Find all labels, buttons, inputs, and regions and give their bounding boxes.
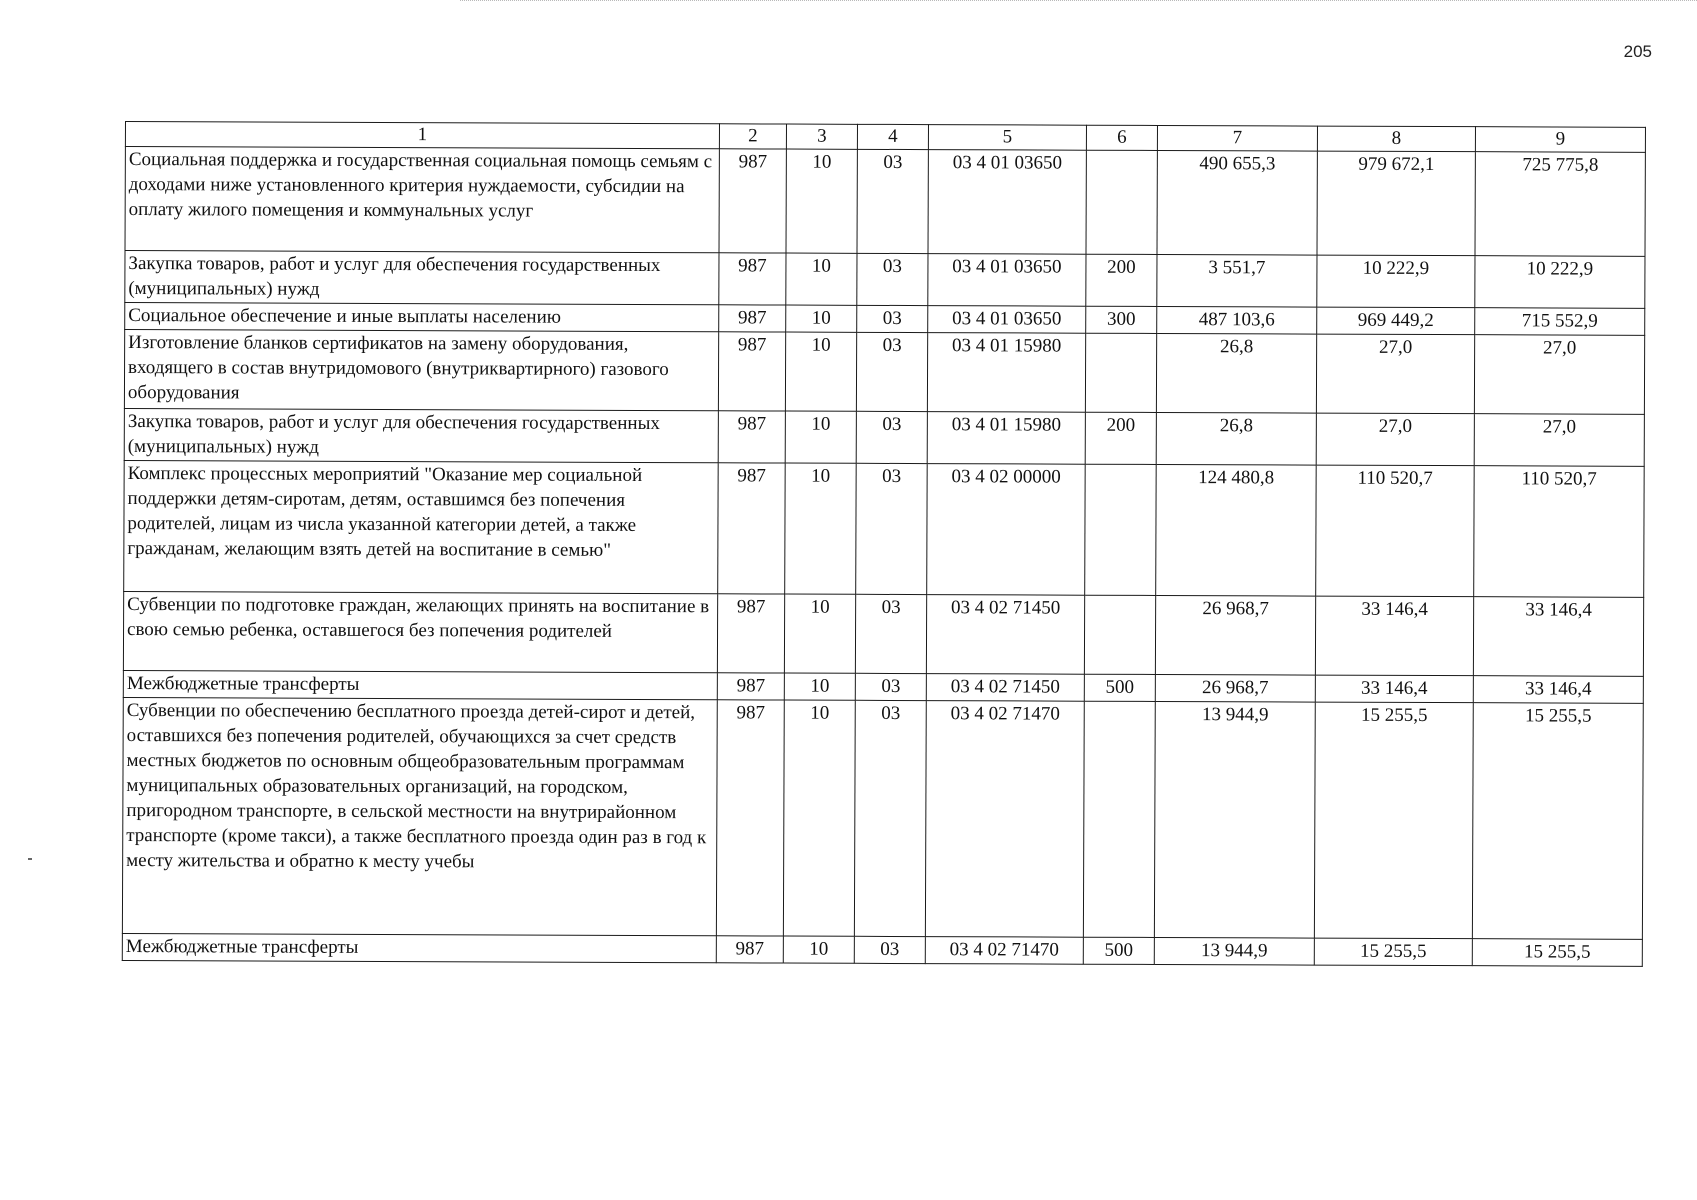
cell-col5: 03 4 02 71450 <box>926 595 1084 675</box>
table-row <box>124 330 1644 415</box>
cell-col4: 03 <box>854 936 925 963</box>
header-cell: 2 <box>719 124 786 149</box>
cell-col8: 10 222,9 <box>1317 255 1475 308</box>
header-cell: 8 <box>1317 126 1475 152</box>
cell-col3: 10 <box>784 673 855 700</box>
cell-col6: 500 <box>1083 937 1154 964</box>
cell-col6 <box>1085 464 1157 595</box>
cell-col2: 987 <box>718 332 785 411</box>
cell-col8: 33 146,4 <box>1315 675 1473 703</box>
header-cell: 6 <box>1086 125 1157 150</box>
cell-col7: 26 968,7 <box>1155 595 1315 675</box>
cell-col2: 987 <box>716 936 783 963</box>
cell-col9: 33 146,4 <box>1473 676 1643 704</box>
cell-col6 <box>1084 595 1155 674</box>
cell-col4: 03 <box>857 149 928 253</box>
row-name: Межбюджетные трансферты <box>122 933 716 962</box>
cell-col9: 10 222,9 <box>1475 256 1645 309</box>
cell-col6 <box>1083 701 1155 937</box>
cell-col4: 03 <box>856 332 927 411</box>
cell-col7: 13 944,9 <box>1154 937 1314 965</box>
cell-col3: 10 <box>785 411 856 463</box>
cell-col8: 110 520,7 <box>1316 465 1475 597</box>
header-cell: 1 <box>125 122 719 149</box>
page-number: 205 <box>1623 42 1652 61</box>
row-name: Закупка товаров, работ и услуг для обеспечения государственных (муниципальных) нужд <box>125 251 719 305</box>
table-row <box>122 697 1643 939</box>
cell-col7: 13 944,9 <box>1154 701 1315 938</box>
cell-col3: 10 <box>785 463 857 594</box>
cell-col9: 15 255,5 <box>1472 939 1642 967</box>
header-cell: 7 <box>1157 125 1317 151</box>
cell-col2: 987 <box>718 411 785 463</box>
cell-col8: 15 255,5 <box>1314 938 1472 966</box>
cell-col9: 725 775,8 <box>1475 152 1645 257</box>
cell-col8: 15 255,5 <box>1314 702 1473 939</box>
table-row <box>125 251 1645 309</box>
row-name: Субвенции по подготовке граждан, желающих принять на воспитание в свою семью ребенка, оставшегося без попечения родителей <box>123 591 717 672</box>
cell-col7: 26,8 <box>1156 333 1316 413</box>
cell-col9: 27,0 <box>1474 335 1644 415</box>
cell-col5: 03 4 02 00000 <box>927 464 1086 596</box>
table-row <box>125 147 1645 257</box>
scan-top-edge <box>460 0 1697 1</box>
table-row <box>124 460 1644 597</box>
cell-col4: 03 <box>856 411 927 463</box>
cell-col9: 110 520,7 <box>1474 466 1645 598</box>
header-cell: 9 <box>1475 127 1645 153</box>
scan-artifact-mark <box>28 858 32 860</box>
cell-col4: 03 <box>857 253 928 305</box>
cell-col4: 03 <box>856 463 928 594</box>
cell-col8: 969 449,2 <box>1317 307 1475 335</box>
cell-col6: 300 <box>1086 306 1157 333</box>
cell-col4: 03 <box>855 673 926 700</box>
cell-col7: 26,8 <box>1156 412 1316 465</box>
header-cell: 5 <box>928 125 1086 151</box>
cell-col2: 987 <box>717 673 784 700</box>
header-cell: 4 <box>857 124 928 149</box>
cell-col6: 500 <box>1084 674 1155 701</box>
cell-col8: 979 672,1 <box>1317 151 1475 256</box>
cell-col6 <box>1085 333 1156 412</box>
cell-col6: 200 <box>1086 254 1157 306</box>
cell-col5: 03 4 02 71470 <box>925 701 1084 938</box>
cell-col2: 987 <box>718 463 786 594</box>
table-row <box>123 591 1643 676</box>
row-name: Изготовление бланков сертификатов на замену оборудования, входящего в состав внутридомового (внутриквартирного) газового оборудования <box>124 330 718 411</box>
cell-col2: 987 <box>719 253 786 305</box>
cell-col9: 715 552,9 <box>1475 308 1645 336</box>
cell-col8: 27,0 <box>1316 413 1474 466</box>
cell-col9: 27,0 <box>1474 414 1644 467</box>
cell-col4: 03 <box>855 594 926 673</box>
cell-col8: 33 146,4 <box>1315 596 1473 676</box>
cell-col5: 03 4 02 71450 <box>926 674 1084 702</box>
budget-table <box>122 121 1646 967</box>
row-name: Социальное обеспечение и иные выплаты населению <box>125 303 719 332</box>
cell-col5: 03 4 01 03650 <box>928 150 1086 255</box>
cell-col7: 124 480,8 <box>1156 464 1317 596</box>
cell-col8: 27,0 <box>1316 334 1474 414</box>
header-cell: 3 <box>786 124 857 149</box>
cell-col2: 987 <box>716 700 784 936</box>
cell-col4: 03 <box>854 700 926 936</box>
cell-col5: 03 4 01 03650 <box>928 254 1086 307</box>
cell-col7: 487 103,6 <box>1157 306 1317 334</box>
cell-col3: 10 <box>785 332 856 411</box>
cell-col3: 10 <box>786 149 857 253</box>
cell-col2: 987 <box>719 305 786 332</box>
row-name: Межбюджетные трансферты <box>123 670 717 699</box>
cell-col9: 15 255,5 <box>1472 703 1643 940</box>
cell-col6 <box>1086 150 1157 254</box>
cell-col4: 03 <box>857 305 928 332</box>
table-row <box>122 933 1642 966</box>
cell-col3: 10 <box>784 594 855 673</box>
row-name: Комплекс процессных мероприятий "Оказание мер социальной поддержки детям-сиротам, детям, оставшимся без попечения родителей, лицам из числа указанной категории детей, а также гражданам, желающим взять детей на воспитание в семью" <box>124 460 718 593</box>
cell-col2: 987 <box>717 594 784 673</box>
row-name: Субвенции по обеспечению бесплатного проезда детей-сирот и детей, оставшихся без попечения родителей, обучающихся за счет средств местных бюджетов по основным общеобразовательным программам муниципальных образовательных организаций, на городском, пригородном транспорте, в сельской местности на внутрирайонном транспорте (кроме такси), а также бесплатного проезда один раз в год к месту жительства и обратно к месту учебы <box>122 697 717 935</box>
cell-col3: 10 <box>786 253 857 305</box>
cell-col3: 10 <box>783 700 855 936</box>
cell-col7: 490 655,3 <box>1157 150 1317 255</box>
cell-col5: 03 4 02 71470 <box>925 937 1083 965</box>
cell-col5: 03 4 01 03650 <box>928 306 1086 334</box>
cell-col9: 33 146,4 <box>1473 597 1643 677</box>
cell-col3: 10 <box>786 305 857 332</box>
cell-col7: 26 968,7 <box>1155 674 1315 702</box>
table-row <box>124 408 1644 466</box>
row-name: Закупка товаров, работ и услуг для обеспечения государственных (муниципальных) нужд <box>124 408 718 462</box>
cell-col5: 03 4 01 15980 <box>927 333 1085 413</box>
cell-col7: 3 551,7 <box>1157 254 1317 307</box>
cell-col3: 10 <box>783 936 854 963</box>
cell-col6: 200 <box>1085 412 1156 464</box>
row-name: Социальная поддержка и государственная социальная помощь семьям с доходами ниже установленного критерия нуждаемости, субсидии на оплату жилого помещения и коммунальных услуг <box>125 147 719 253</box>
cell-col2: 987 <box>719 149 786 253</box>
cell-col5: 03 4 01 15980 <box>927 412 1085 465</box>
